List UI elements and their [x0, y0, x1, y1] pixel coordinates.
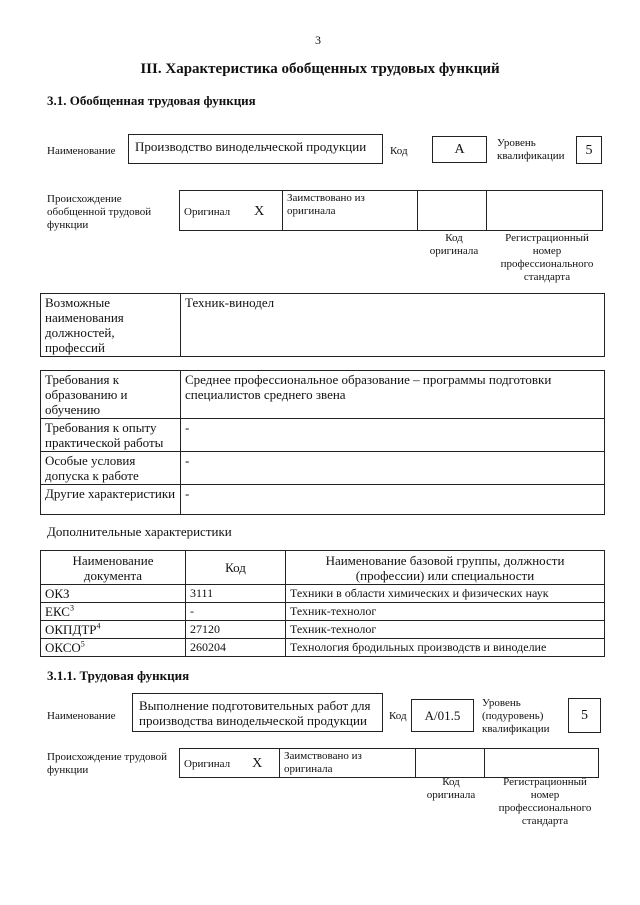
req-conditions-label: Особые условия допуска к работе	[41, 452, 181, 485]
tf-original-mark: X	[252, 756, 263, 771]
tf-borrowed-cell: Заимствовано из оригинала	[280, 749, 416, 778]
gtf-reg-number-cell	[487, 191, 603, 231]
doc-footnote: 3	[69, 603, 74, 613]
gtf-reg-number-caption: Регистрационный номер профессионального стандарта	[500, 232, 594, 283]
tf-code-original-cell	[416, 749, 485, 778]
additional-header-code: Код	[186, 551, 286, 585]
gtf-name-label: Наименование	[47, 145, 116, 157]
additional-header-name: Наименование базовой группы, должности (профессии) или специальности	[286, 551, 605, 585]
additional-name: Технология бродильных производств и виноделие	[286, 639, 605, 657]
doc-footnote: 4	[96, 621, 101, 631]
tf-name-label: Наименование	[47, 710, 116, 722]
additional-name: Техник-технолог	[286, 621, 605, 639]
table-row	[41, 639, 605, 657]
tf-reg-number-caption: Регистрационный номер профессионального стандарта	[498, 776, 592, 827]
additional-name: Техники в области химических и физических наук	[286, 585, 605, 603]
additional-header-doc: Наименование документа	[41, 551, 186, 585]
tf-level-box	[568, 698, 601, 733]
gtf-original-label: Оригинал	[184, 205, 231, 218]
additional-table	[40, 550, 605, 657]
req-other-label: Другие характеристики	[41, 485, 181, 515]
additional-heading: Дополнительные характеристики	[47, 524, 232, 539]
tf-code-value: А/01.5	[424, 708, 461, 723]
tf-code-label: Код	[389, 710, 407, 722]
table-row	[41, 603, 605, 621]
tf-reg-number-cell	[485, 749, 599, 778]
req-education-label: Требования к образованию и обучению	[41, 371, 181, 419]
gtf-level-value: 5	[585, 143, 593, 158]
additional-code: 260204	[186, 639, 286, 657]
additional-doc	[41, 621, 186, 639]
tf-origin-label: Происхождение трудовой функции	[47, 751, 168, 776]
additional-code: 3111	[186, 585, 286, 603]
req-other-value: -	[181, 485, 605, 515]
additional-doc	[41, 639, 186, 657]
doc-name: ЕКС	[45, 604, 70, 619]
gtf-code-box	[432, 136, 487, 163]
gtf-origin-label: Происхождение обобщенной трудовой функции	[47, 193, 152, 231]
tf-heading: 3.1.1. Трудовая функция	[47, 668, 190, 683]
gtf-name-value: Производство винодельческой продукции	[135, 139, 367, 154]
gtf-level-box	[576, 136, 602, 164]
tf-name-value: Выполнение подготовительных работ для производства винодельческой продукции	[139, 698, 371, 728]
additional-code: 27120	[186, 621, 286, 639]
gtf-original-cell	[180, 191, 283, 231]
page-number: 3	[315, 33, 321, 47]
gtf-code-label: Код	[390, 145, 408, 157]
additional-code: -	[186, 603, 286, 621]
additional-doc	[41, 603, 186, 621]
tf-code-box	[411, 699, 474, 732]
additional-name: Техник-технолог	[286, 603, 605, 621]
tf-original-label: Оригинал	[184, 758, 231, 770]
doc-name: ОКЗ	[45, 586, 70, 601]
tf-name-box	[132, 693, 383, 732]
gtf-code-original-caption: Код оригинала	[429, 232, 479, 257]
doc-footnote: 5	[80, 639, 85, 649]
gtf-code-original-cell	[418, 191, 487, 231]
positions-table	[40, 293, 605, 357]
gtf-name-box	[128, 134, 383, 164]
req-experience-value: -	[181, 419, 605, 452]
gtf-code-value: А	[454, 142, 465, 157]
additional-doc	[41, 585, 186, 603]
tf-code-original-caption: Код оригинала	[426, 776, 476, 801]
req-conditions-value: -	[181, 452, 605, 485]
req-education-value: Среднее профессиональное образование – программы подготовки специалистов среднего звена	[181, 371, 605, 419]
tf-original-cell	[180, 749, 280, 778]
requirements-table	[40, 370, 605, 515]
req-experience-label: Требования к опыту практической работы	[41, 419, 181, 452]
gtf-origin-table	[179, 190, 603, 231]
section-title: III. Характеристика обобщенных трудовых функций	[140, 61, 500, 77]
gtf-level-label: Уровень квалификации	[497, 137, 565, 162]
gtf-borrowed-cell: Заимствовано из оригинала	[283, 191, 418, 231]
gtf-original-mark: X	[254, 203, 265, 219]
positions-label: Возможные наименования должностей, профессий	[41, 294, 181, 357]
tf-origin-table	[179, 748, 599, 778]
doc-name: ОКСО	[45, 640, 81, 655]
doc-name: ОКПДТР	[45, 622, 97, 637]
positions-value: Техник-винодел	[181, 294, 605, 357]
tf-level-value: 5	[581, 708, 588, 723]
table-row	[41, 585, 605, 603]
gtf-heading: 3.1. Обобщенная трудовая функция	[47, 93, 256, 108]
table-row	[41, 621, 605, 639]
tf-level-label: Уровень (подуровень) квалификации	[482, 697, 550, 735]
